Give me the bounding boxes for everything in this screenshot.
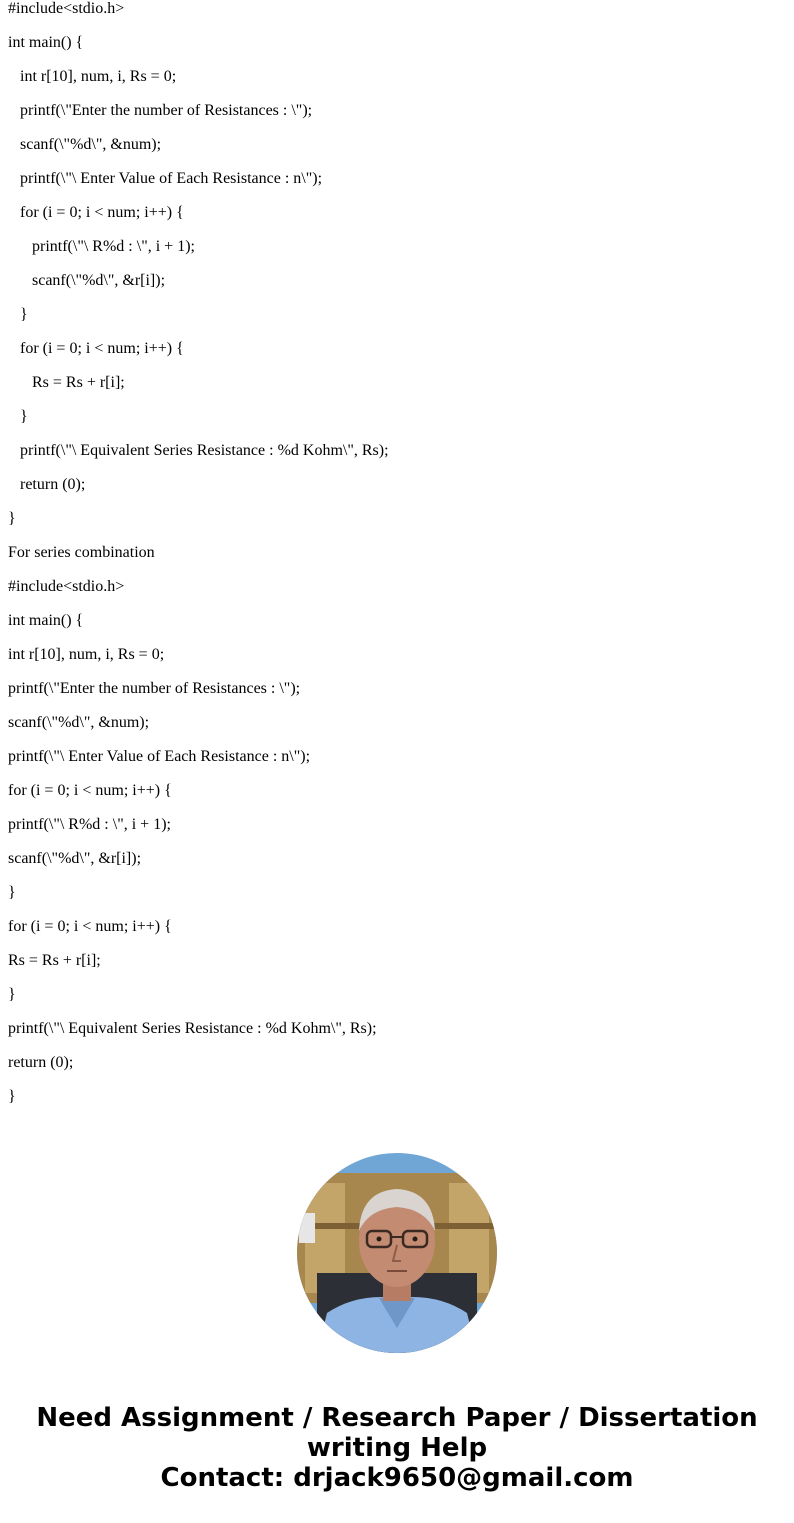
code-block-2-line: Rs = Rs + r[i]; [8, 952, 101, 969]
code-block-2-line: } [8, 1088, 16, 1105]
code-block-1-line: #include<stdio.h> [8, 0, 125, 17]
code-block-2-line: scanf(\"%d\", &r[i]); [8, 850, 142, 867]
banner-line-1: Need Assignment / Research Paper / Dissertation [36, 1403, 758, 1433]
code-block-1-line: printf(\"\ R%d : \", i + 1); [32, 238, 195, 255]
code-block-1-line: printf(\"\ Enter Value of Each Resistance : n\"); [20, 170, 323, 187]
code-block-1-line: int main() { [8, 34, 84, 51]
code-block-1-line: printf(\"\ Equivalent Series Resistance : %d Kohm\", Rs); [20, 442, 389, 459]
code-block-1-line: } [20, 408, 28, 425]
code-block-2-line: printf(\"\ Enter Value of Each Resistance : n\"); [8, 748, 311, 765]
code-block-2-line: #include<stdio.h> [8, 578, 125, 595]
code-block-1-line: } [8, 510, 16, 527]
code-block-2-line: scanf(\"%d\", &num); [8, 714, 150, 731]
code-block-2-line: for (i = 0; i < num; i++) { [8, 782, 172, 799]
code-block-2-line: printf(\"\ Equivalent Series Resistance : %d Kohm\", Rs); [8, 1020, 377, 1037]
code-block-2-line: int r[10], num, i, Rs = 0; [8, 646, 165, 663]
section-heading: For series combination [8, 544, 155, 561]
code-block-2-line: } [8, 884, 16, 901]
banner-contact-email: Contact: drjack9650@gmail.com [160, 1463, 634, 1493]
code-block-2-line: return (0); [8, 1054, 74, 1071]
code-block-1-line: } [20, 306, 28, 323]
code-block-2-line: } [8, 986, 16, 1003]
banner-line-2: writing Help [306, 1433, 488, 1463]
author-avatar [297, 1153, 497, 1353]
code-block-1-line: for (i = 0; i < num; i++) { [20, 204, 184, 221]
document-body [8, 0, 788, 1122]
code-block-1 [8, 0, 788, 528]
code-block-1-line: printf(\"Enter the number of Resistances : \"); [20, 102, 313, 119]
code-block-1-line: Rs = Rs + r[i]; [32, 374, 125, 391]
code-block-2-line: int main() { [8, 612, 84, 629]
code-block-1-line: int r[10], num, i, Rs = 0; [20, 68, 177, 85]
contact-banner [0, 1403, 794, 1493]
code-block-2-line: printf(\"Enter the number of Resistances : \"); [8, 680, 301, 697]
code-block-1-line: for (i = 0; i < num; i++) { [20, 340, 184, 357]
code-block-1-line: scanf(\"%d\", &num); [20, 136, 162, 153]
code-block-1-line: return (0); [20, 476, 86, 493]
code-block-2-line: printf(\"\ R%d : \", i + 1); [8, 816, 171, 833]
code-block-2 [8, 578, 788, 1106]
code-block-2-line: for (i = 0; i < num; i++) { [8, 918, 172, 935]
code-block-1-line: scanf(\"%d\", &r[i]); [32, 272, 166, 289]
